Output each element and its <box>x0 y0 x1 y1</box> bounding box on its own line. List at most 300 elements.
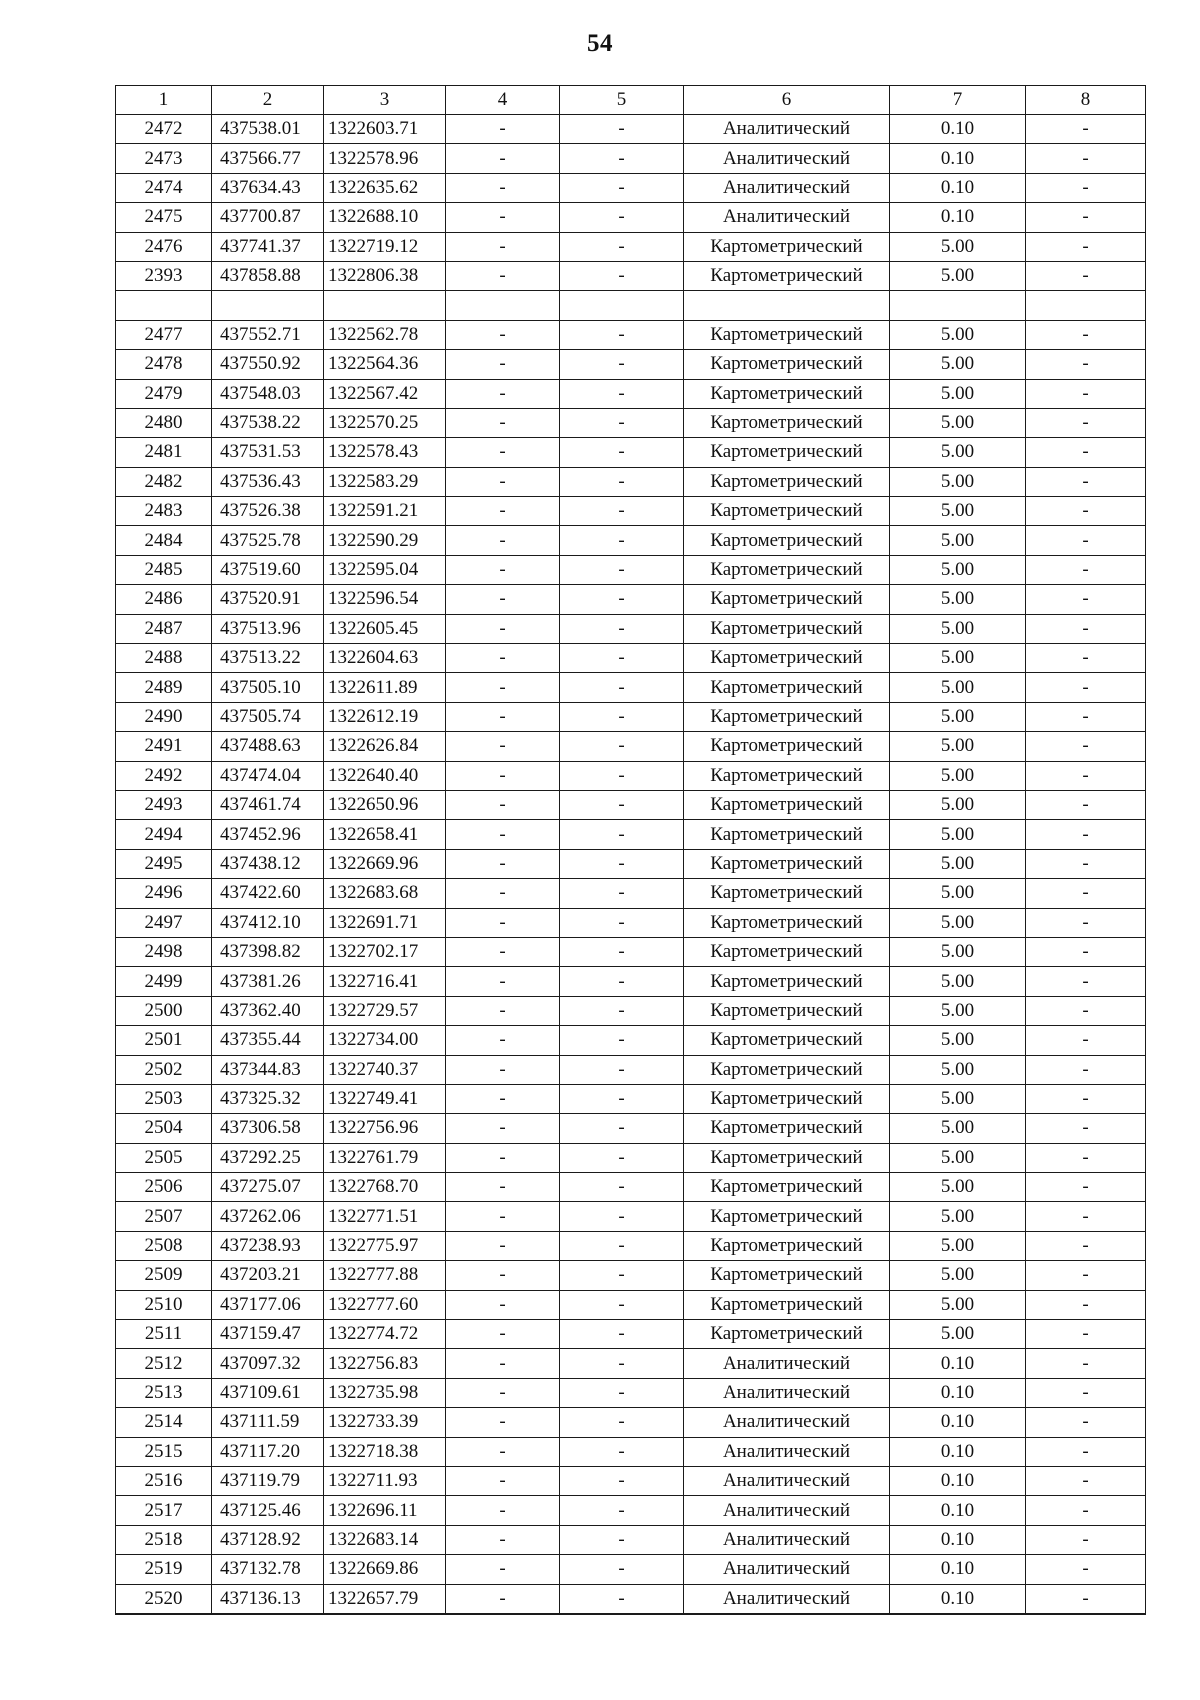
col8-cell: - <box>1026 732 1146 761</box>
point-number-cell: 2478 <box>116 350 212 379</box>
x-coordinate-cell: 437275.07 <box>212 1173 324 1202</box>
col4-cell: - <box>446 1320 560 1349</box>
table-row <box>116 1173 1146 1202</box>
method-cell: Картометрический <box>684 320 890 349</box>
y-coordinate-cell: 1322768.70 <box>324 1173 446 1202</box>
method-cell: Картометрический <box>684 555 890 584</box>
x-coordinate-cell: 437109.61 <box>212 1378 324 1407</box>
table-row <box>116 644 1146 673</box>
y-coordinate-cell: 1322578.96 <box>324 144 446 173</box>
col8-cell: - <box>1026 1349 1146 1378</box>
method-cell: Картометрический <box>684 1290 890 1319</box>
accuracy-cell: 5.00 <box>890 790 1026 819</box>
col8-cell: - <box>1026 585 1146 614</box>
accuracy-cell: 5.00 <box>890 732 1026 761</box>
accuracy-cell: 0.10 <box>890 1466 1026 1495</box>
method-cell: Картометрический <box>684 438 890 467</box>
col4-cell: - <box>446 1584 560 1614</box>
y-coordinate-cell: 1322702.17 <box>324 937 446 966</box>
col8-cell: - <box>1026 203 1146 232</box>
method-cell: Картометрический <box>684 1231 890 1260</box>
method-cell: Картометрический <box>684 967 890 996</box>
col5-cell: - <box>560 1320 684 1349</box>
col5-cell: - <box>560 115 684 144</box>
point-number-cell: 2477 <box>116 320 212 349</box>
accuracy-cell: 5.00 <box>890 1231 1026 1260</box>
point-number-cell: 2489 <box>116 673 212 702</box>
col5-cell: - <box>560 908 684 937</box>
point-number-cell: 2482 <box>116 467 212 496</box>
column-header: 7 <box>890 86 1026 115</box>
accuracy-cell: 5.00 <box>890 1055 1026 1084</box>
accuracy-cell: 5.00 <box>890 261 1026 290</box>
y-coordinate-cell: 1322603.71 <box>324 115 446 144</box>
col5-cell: - <box>560 1055 684 1084</box>
col5-cell: - <box>560 173 684 202</box>
y-coordinate-cell: 1322761.79 <box>324 1143 446 1172</box>
col4-cell: - <box>446 467 560 496</box>
col8-cell: - <box>1026 144 1146 173</box>
col4-cell: - <box>446 732 560 761</box>
y-coordinate-cell: 1322650.96 <box>324 790 446 819</box>
col4-cell: - <box>446 849 560 878</box>
col4-cell <box>446 291 560 320</box>
x-coordinate-cell: 437412.10 <box>212 908 324 937</box>
col4-cell: - <box>446 585 560 614</box>
y-coordinate-cell: 1322567.42 <box>324 379 446 408</box>
point-number-cell: 2494 <box>116 820 212 849</box>
col8-cell: - <box>1026 350 1146 379</box>
method-cell: Картометрический <box>684 820 890 849</box>
col4-cell: - <box>446 115 560 144</box>
y-coordinate-cell: 1322771.51 <box>324 1202 446 1231</box>
col4-cell: - <box>446 1496 560 1525</box>
x-coordinate-cell: 437531.53 <box>212 438 324 467</box>
point-number-cell: 2513 <box>116 1378 212 1407</box>
accuracy-cell: 5.00 <box>890 820 1026 849</box>
col5-cell: - <box>560 144 684 173</box>
x-coordinate-cell: 437526.38 <box>212 497 324 526</box>
col8-cell: - <box>1026 1290 1146 1319</box>
x-coordinate-cell: 437362.40 <box>212 996 324 1025</box>
accuracy-cell: 5.00 <box>890 614 1026 643</box>
col5-cell: - <box>560 467 684 496</box>
point-number-cell: 2487 <box>116 614 212 643</box>
accuracy-cell <box>890 291 1026 320</box>
col8-cell: - <box>1026 115 1146 144</box>
y-coordinate-cell: 1322734.00 <box>324 1026 446 1055</box>
col8-cell: - <box>1026 1231 1146 1260</box>
method-cell: Картометрический <box>684 761 890 790</box>
col8-cell: - <box>1026 967 1146 996</box>
point-number-cell: 2511 <box>116 1320 212 1349</box>
col8-cell: - <box>1026 320 1146 349</box>
method-cell: Картометрический <box>684 908 890 937</box>
col8-cell: - <box>1026 1202 1146 1231</box>
col5-cell: - <box>560 497 684 526</box>
table-row <box>116 820 1146 849</box>
point-number-cell: 2479 <box>116 379 212 408</box>
point-number-cell: 2480 <box>116 408 212 437</box>
x-coordinate-cell: 437136.13 <box>212 1584 324 1614</box>
table-row <box>116 702 1146 731</box>
y-coordinate-cell: 1322711.93 <box>324 1466 446 1495</box>
col4-cell: - <box>446 1290 560 1319</box>
accuracy-cell: 5.00 <box>890 408 1026 437</box>
col5-cell: - <box>560 1555 684 1584</box>
y-coordinate-cell: 1322605.45 <box>324 614 446 643</box>
y-coordinate-cell: 1322596.54 <box>324 585 446 614</box>
col4-cell: - <box>446 908 560 937</box>
x-coordinate-cell: 437111.59 <box>212 1408 324 1437</box>
method-cell: Картометрический <box>684 497 890 526</box>
col5-cell: - <box>560 820 684 849</box>
table-row <box>116 144 1146 173</box>
accuracy-cell: 5.00 <box>890 644 1026 673</box>
col8-cell: - <box>1026 261 1146 290</box>
table-row <box>116 1320 1146 1349</box>
col4-cell: - <box>446 408 560 437</box>
col4-cell: - <box>446 497 560 526</box>
y-coordinate-cell: 1322777.88 <box>324 1261 446 1290</box>
table-row <box>116 790 1146 819</box>
accuracy-cell: 5.00 <box>890 879 1026 908</box>
column-header: 5 <box>560 86 684 115</box>
method-cell: Картометрический <box>684 849 890 878</box>
point-number-cell: 2493 <box>116 790 212 819</box>
method-cell: Аналитический <box>684 1584 890 1614</box>
x-coordinate-cell: 437461.74 <box>212 790 324 819</box>
y-coordinate-cell: 1322591.21 <box>324 497 446 526</box>
table-row <box>116 408 1146 437</box>
accuracy-cell: 5.00 <box>890 1143 1026 1172</box>
x-coordinate-cell: 437306.58 <box>212 1114 324 1143</box>
table-row <box>116 1555 1146 1584</box>
col5-cell: - <box>560 1584 684 1614</box>
col5-cell: - <box>560 1114 684 1143</box>
method-cell: Картометрический <box>684 1055 890 1084</box>
point-number-cell: 2516 <box>116 1466 212 1495</box>
col5-cell: - <box>560 379 684 408</box>
col8-cell: - <box>1026 1408 1146 1437</box>
col8-cell: - <box>1026 1084 1146 1113</box>
method-cell: Картометрический <box>684 408 890 437</box>
col5-cell: - <box>560 673 684 702</box>
col5-cell: - <box>560 996 684 1025</box>
accuracy-cell: 0.10 <box>890 144 1026 173</box>
col5-cell: - <box>560 937 684 966</box>
col8-cell: - <box>1026 1496 1146 1525</box>
x-coordinate-cell: 437398.82 <box>212 937 324 966</box>
col8-cell: - <box>1026 1525 1146 1554</box>
point-number-cell: 2472 <box>116 115 212 144</box>
accuracy-cell: 5.00 <box>890 1026 1026 1055</box>
x-coordinate-cell <box>212 291 324 320</box>
accuracy-cell: 0.10 <box>890 1408 1026 1437</box>
col5-cell: - <box>560 1261 684 1290</box>
method-cell: Картометрический <box>684 790 890 819</box>
method-cell: Аналитический <box>684 1437 890 1466</box>
x-coordinate-cell: 437474.04 <box>212 761 324 790</box>
x-coordinate-cell: 437381.26 <box>212 967 324 996</box>
method-cell: Аналитический <box>684 203 890 232</box>
y-coordinate-cell: 1322691.71 <box>324 908 446 937</box>
col8-cell: - <box>1026 1026 1146 1055</box>
y-coordinate-cell: 1322740.37 <box>324 1055 446 1084</box>
col4-cell: - <box>446 1026 560 1055</box>
table-row <box>116 1231 1146 1260</box>
col5-cell: - <box>560 1349 684 1378</box>
col5-cell: - <box>560 350 684 379</box>
table-row <box>116 1496 1146 1525</box>
x-coordinate-cell: 437452.96 <box>212 820 324 849</box>
accuracy-cell: 5.00 <box>890 996 1026 1025</box>
point-number-cell: 2484 <box>116 526 212 555</box>
point-number-cell: 2492 <box>116 761 212 790</box>
col5-cell: - <box>560 1026 684 1055</box>
table-row <box>116 908 1146 937</box>
method-cell: Картометрический <box>684 261 890 290</box>
point-number-cell: 2496 <box>116 879 212 908</box>
y-coordinate-cell: 1322564.36 <box>324 350 446 379</box>
table-row <box>116 1408 1146 1437</box>
accuracy-cell: 5.00 <box>890 320 1026 349</box>
table-row <box>116 761 1146 790</box>
y-coordinate-cell: 1322570.25 <box>324 408 446 437</box>
point-number-cell: 2512 <box>116 1349 212 1378</box>
col4-cell: - <box>446 1114 560 1143</box>
y-coordinate-cell: 1322595.04 <box>324 555 446 584</box>
col8-cell: - <box>1026 1555 1146 1584</box>
col4-cell: - <box>446 879 560 908</box>
col4-cell: - <box>446 996 560 1025</box>
table-row <box>116 1437 1146 1466</box>
table-row <box>116 467 1146 496</box>
col5-cell: - <box>560 1143 684 1172</box>
point-number-cell: 2473 <box>116 144 212 173</box>
y-coordinate-cell: 1322683.14 <box>324 1525 446 1554</box>
col5-cell: - <box>560 555 684 584</box>
table-row <box>116 1466 1146 1495</box>
accuracy-cell: 5.00 <box>890 1320 1026 1349</box>
method-cell: Картометрический <box>684 379 890 408</box>
table-row <box>116 1202 1146 1231</box>
x-coordinate-cell: 437097.32 <box>212 1349 324 1378</box>
x-coordinate-cell: 437538.01 <box>212 115 324 144</box>
col4-cell: - <box>446 1437 560 1466</box>
col5-cell: - <box>560 585 684 614</box>
col5-cell: - <box>560 1378 684 1407</box>
y-coordinate-cell: 1322635.62 <box>324 173 446 202</box>
col4-cell: - <box>446 1466 560 1495</box>
x-coordinate-cell: 437262.06 <box>212 1202 324 1231</box>
col5-cell: - <box>560 1408 684 1437</box>
point-number-cell: 2393 <box>116 261 212 290</box>
y-coordinate-cell: 1322733.39 <box>324 1408 446 1437</box>
y-coordinate-cell: 1322583.29 <box>324 467 446 496</box>
accuracy-cell: 0.10 <box>890 203 1026 232</box>
col4-cell: - <box>446 761 560 790</box>
table-row <box>116 1084 1146 1113</box>
table-row <box>116 232 1146 261</box>
x-coordinate-cell: 437505.10 <box>212 673 324 702</box>
accuracy-cell: 0.10 <box>890 1437 1026 1466</box>
col5-cell: - <box>560 879 684 908</box>
column-header: 4 <box>446 86 560 115</box>
col4-cell: - <box>446 1408 560 1437</box>
y-coordinate-cell: 1322719.12 <box>324 232 446 261</box>
x-coordinate-cell: 437536.43 <box>212 467 324 496</box>
col4-cell: - <box>446 1202 560 1231</box>
col5-cell: - <box>560 1466 684 1495</box>
y-coordinate-cell: 1322774.72 <box>324 1320 446 1349</box>
col8-cell <box>1026 291 1146 320</box>
method-cell: Аналитический <box>684 1349 890 1378</box>
accuracy-cell: 0.10 <box>890 1496 1026 1525</box>
y-coordinate-cell: 1322716.41 <box>324 967 446 996</box>
table-row <box>116 937 1146 966</box>
col5-cell: - <box>560 203 684 232</box>
point-number-cell: 2507 <box>116 1202 212 1231</box>
accuracy-cell: 5.00 <box>890 497 1026 526</box>
table-row <box>116 261 1146 290</box>
method-cell: Аналитический <box>684 1378 890 1407</box>
accuracy-cell: 5.00 <box>890 526 1026 555</box>
accuracy-cell: 0.10 <box>890 1555 1026 1584</box>
accuracy-cell: 0.10 <box>890 1378 1026 1407</box>
col8-cell: - <box>1026 1437 1146 1466</box>
col8-cell: - <box>1026 1173 1146 1202</box>
x-coordinate-cell: 437438.12 <box>212 849 324 878</box>
y-coordinate-cell: 1322777.60 <box>324 1290 446 1319</box>
col5-cell: - <box>560 408 684 437</box>
point-number-cell: 2500 <box>116 996 212 1025</box>
point-number-cell: 2502 <box>116 1055 212 1084</box>
table-row <box>116 1290 1146 1319</box>
y-coordinate-cell: 1322756.96 <box>324 1114 446 1143</box>
table-row <box>116 673 1146 702</box>
col8-cell: - <box>1026 555 1146 584</box>
col8-cell: - <box>1026 173 1146 202</box>
col4-cell: - <box>446 203 560 232</box>
table-header-row <box>116 86 1146 115</box>
y-coordinate-cell: 1322683.68 <box>324 879 446 908</box>
col5-cell: - <box>560 732 684 761</box>
x-coordinate-cell: 437125.46 <box>212 1496 324 1525</box>
table-row <box>116 732 1146 761</box>
table-row <box>116 497 1146 526</box>
point-number-cell: 2488 <box>116 644 212 673</box>
accuracy-cell: 5.00 <box>890 1202 1026 1231</box>
accuracy-cell: 5.00 <box>890 967 1026 996</box>
accuracy-cell: 0.10 <box>890 1584 1026 1614</box>
col5-cell: - <box>560 1084 684 1113</box>
col8-cell: - <box>1026 644 1146 673</box>
point-number-cell: 2481 <box>116 438 212 467</box>
col8-cell: - <box>1026 232 1146 261</box>
col5-cell: - <box>560 849 684 878</box>
point-number-cell: 2474 <box>116 173 212 202</box>
col8-cell: - <box>1026 614 1146 643</box>
col4-cell: - <box>446 1143 560 1172</box>
col8-cell: - <box>1026 673 1146 702</box>
col4-cell: - <box>446 702 560 731</box>
method-cell: Аналитический <box>684 1496 890 1525</box>
column-header: 6 <box>684 86 890 115</box>
x-coordinate-cell: 437344.83 <box>212 1055 324 1084</box>
table-row <box>116 173 1146 202</box>
col8-cell: - <box>1026 790 1146 819</box>
method-cell: Картометрический <box>684 1143 890 1172</box>
point-number-cell: 2490 <box>116 702 212 731</box>
x-coordinate-cell: 437519.60 <box>212 555 324 584</box>
x-coordinate-cell: 437488.63 <box>212 732 324 761</box>
col8-cell: - <box>1026 1055 1146 1084</box>
col4-cell: - <box>446 555 560 584</box>
accuracy-cell: 0.10 <box>890 115 1026 144</box>
col4-cell: - <box>446 1261 560 1290</box>
col8-cell: - <box>1026 879 1146 908</box>
x-coordinate-cell: 437552.71 <box>212 320 324 349</box>
col8-cell: - <box>1026 996 1146 1025</box>
method-cell: Аналитический <box>684 173 890 202</box>
coordinates-table <box>115 85 1146 1615</box>
table-row <box>116 1378 1146 1407</box>
table-row <box>116 526 1146 555</box>
x-coordinate-cell: 437117.20 <box>212 1437 324 1466</box>
page-number: 54 <box>587 30 613 57</box>
col4-cell: - <box>446 967 560 996</box>
col4-cell: - <box>446 673 560 702</box>
accuracy-cell: 5.00 <box>890 849 1026 878</box>
col4-cell: - <box>446 526 560 555</box>
y-coordinate-cell: 1322590.29 <box>324 526 446 555</box>
x-coordinate-cell: 437520.91 <box>212 585 324 614</box>
accuracy-cell: 5.00 <box>890 761 1026 790</box>
x-coordinate-cell: 437119.79 <box>212 1466 324 1495</box>
table-row <box>116 438 1146 467</box>
accuracy-cell: 5.00 <box>890 232 1026 261</box>
x-coordinate-cell: 437132.78 <box>212 1555 324 1584</box>
x-coordinate-cell: 437548.03 <box>212 379 324 408</box>
col8-cell: - <box>1026 1466 1146 1495</box>
accuracy-cell: 0.10 <box>890 1349 1026 1378</box>
method-cell: Аналитический <box>684 1525 890 1554</box>
x-coordinate-cell: 437203.21 <box>212 1261 324 1290</box>
col8-cell: - <box>1026 1378 1146 1407</box>
accuracy-cell: 5.00 <box>890 1261 1026 1290</box>
accuracy-cell: 5.00 <box>890 1290 1026 1319</box>
point-number-cell: 2495 <box>116 849 212 878</box>
table-row <box>116 320 1146 349</box>
y-coordinate-cell: 1322611.89 <box>324 673 446 702</box>
x-coordinate-cell: 437513.96 <box>212 614 324 643</box>
point-number-cell: 2483 <box>116 497 212 526</box>
col4-cell: - <box>446 261 560 290</box>
point-number-cell: 2485 <box>116 555 212 584</box>
accuracy-cell: 5.00 <box>890 350 1026 379</box>
col8-cell: - <box>1026 497 1146 526</box>
accuracy-cell: 5.00 <box>890 673 1026 702</box>
col4-cell: - <box>446 820 560 849</box>
col5-cell: - <box>560 1173 684 1202</box>
method-cell <box>684 291 890 320</box>
method-cell: Картометрический <box>684 585 890 614</box>
x-coordinate-cell: 437325.32 <box>212 1084 324 1113</box>
accuracy-cell: 5.00 <box>890 937 1026 966</box>
col5-cell: - <box>560 614 684 643</box>
col4-cell: - <box>446 1055 560 1084</box>
